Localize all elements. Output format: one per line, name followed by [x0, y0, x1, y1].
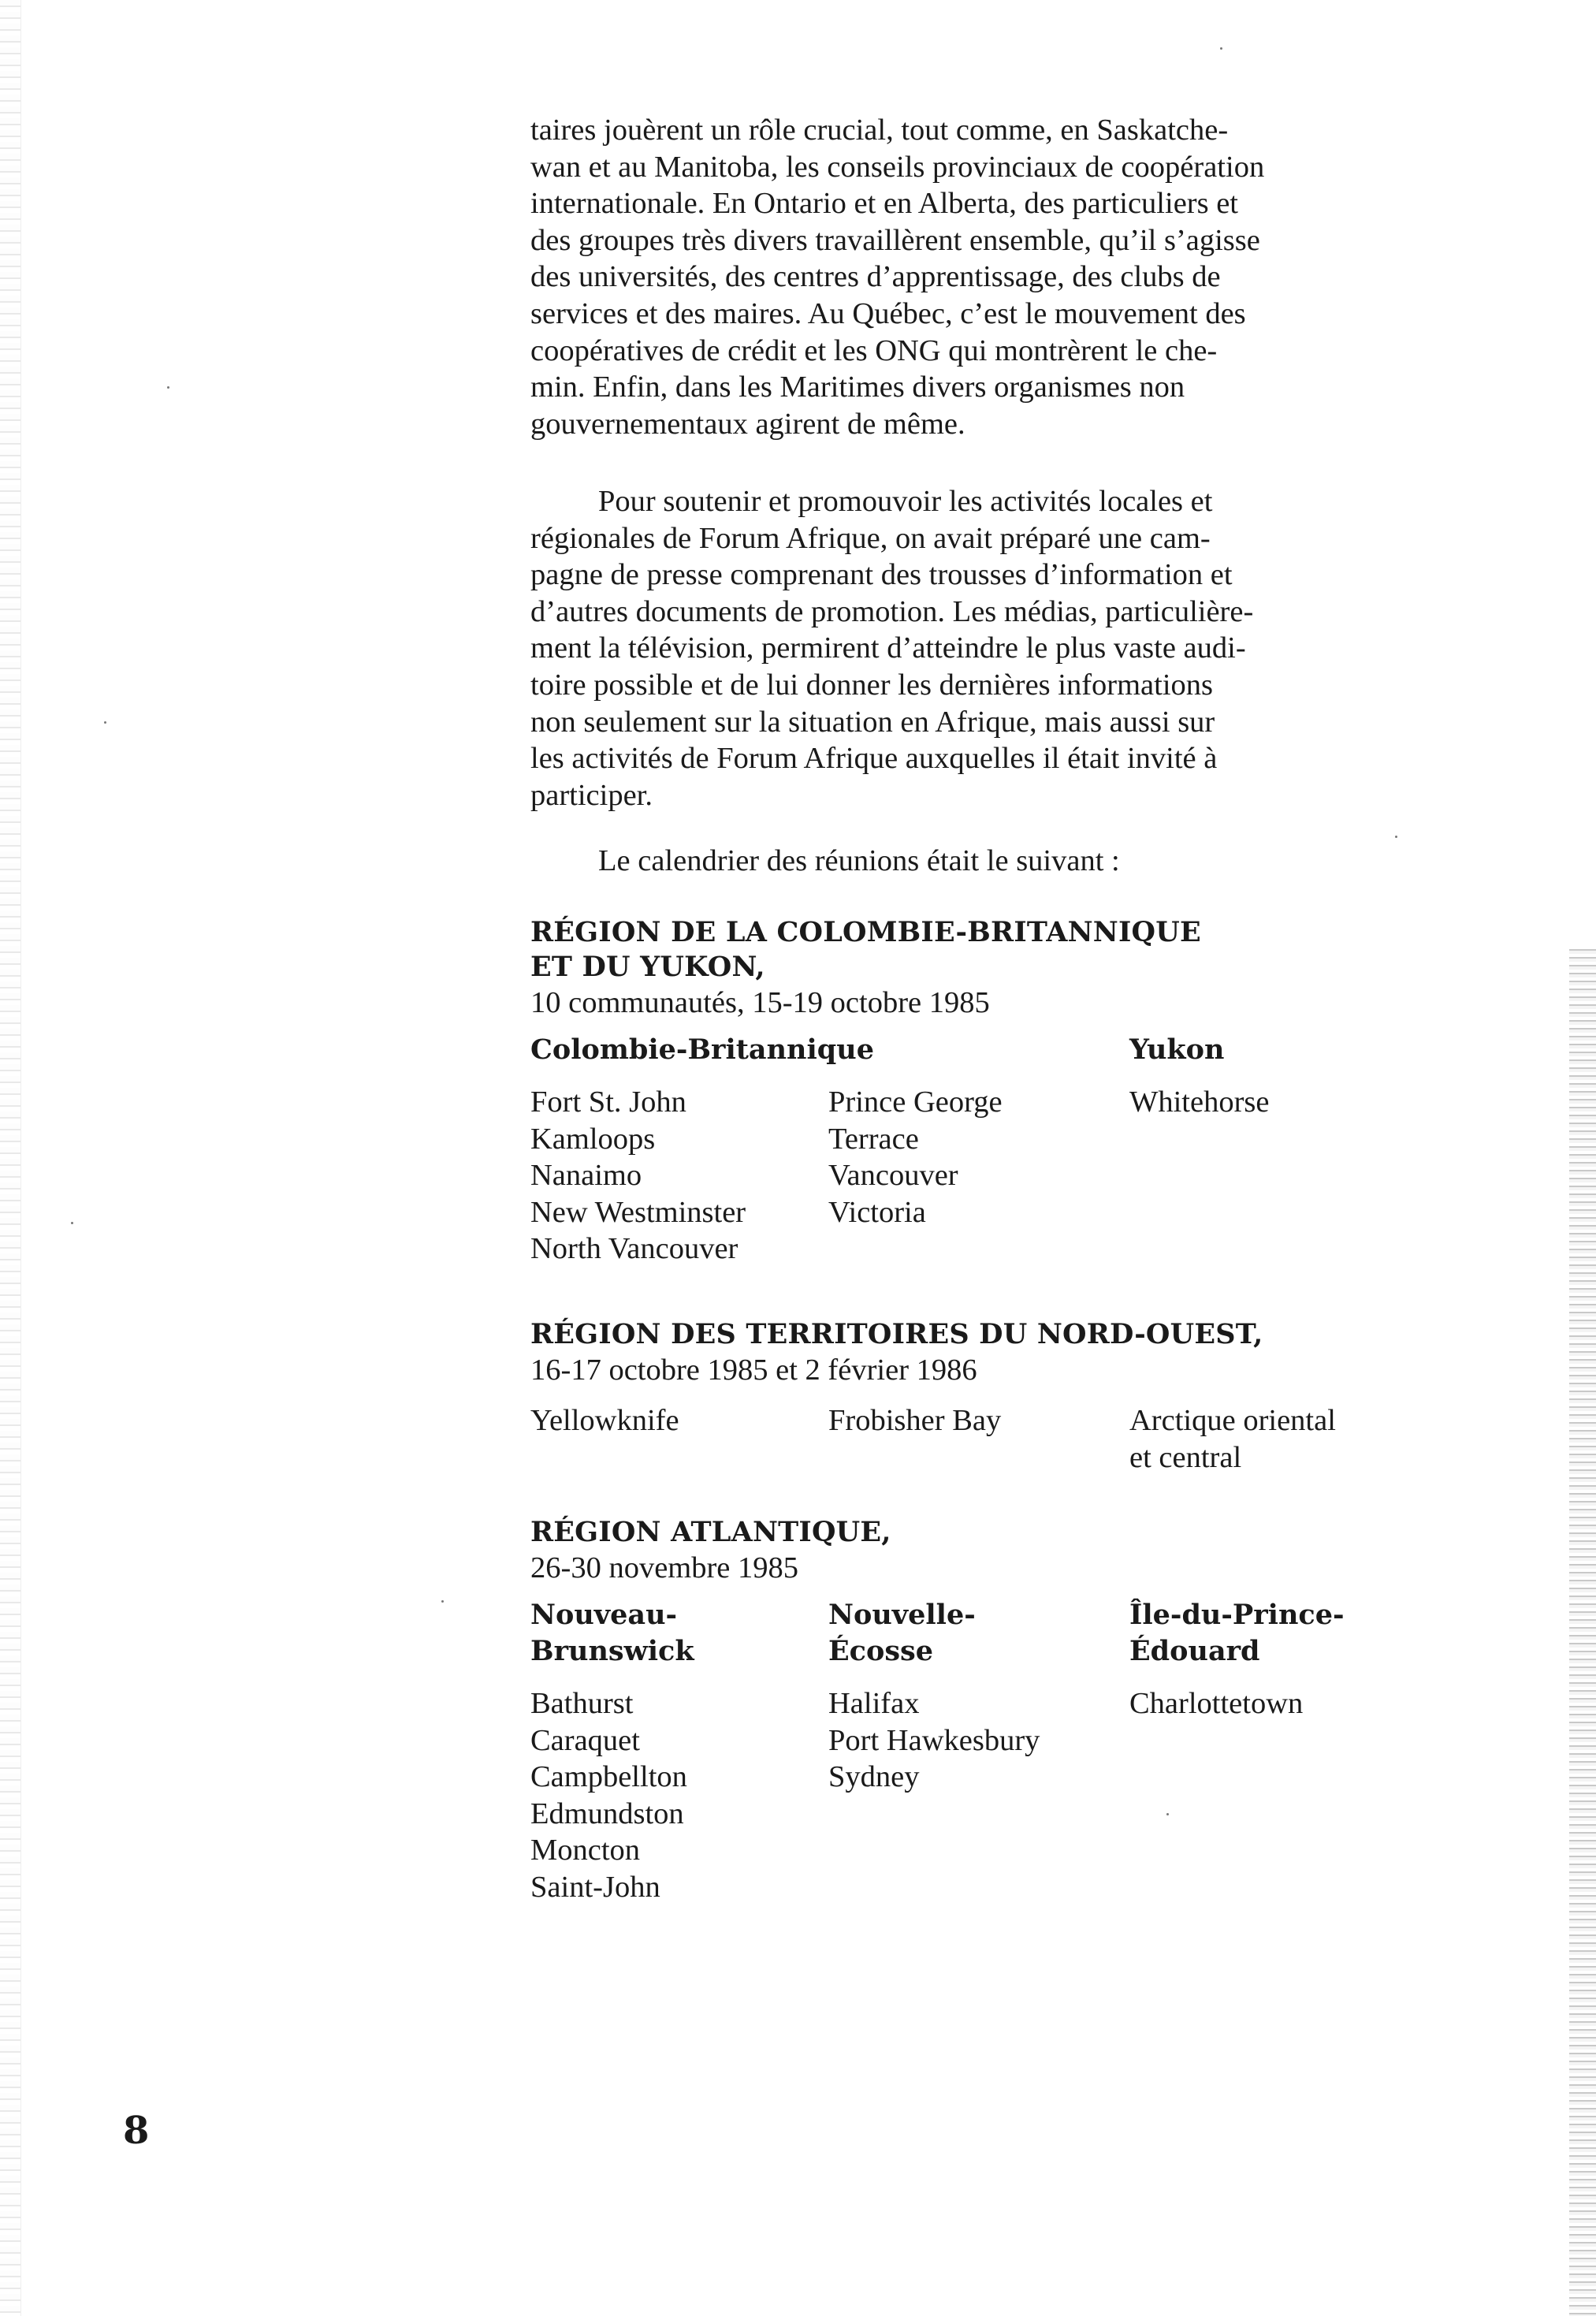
list-item: Edmundston [530, 1797, 684, 1830]
region-column [530, 1032, 874, 1268]
list-item: Campbellton [530, 1760, 687, 1794]
text-line: services et des maires. Au Québec, c’est le mouvement des [530, 296, 1246, 330]
region-columns [530, 1402, 1413, 1474]
region-title-line: RÉGION DES TERRITOIRES DU NORD-OUEST, [530, 1318, 1263, 1350]
region-column [530, 1597, 694, 1906]
community-list [828, 1402, 1001, 1439]
text-line: participer. [530, 778, 653, 812]
text-line: min. Enfin, dans les Maritimes divers organismes non [530, 370, 1185, 404]
text-line: d’autres documents de promotion. Les médias, particulière- [530, 594, 1254, 628]
text-line: ment la télévision, permirent d’atteindre le plus vaste audi- [530, 631, 1246, 665]
scan-speck [1395, 836, 1397, 838]
text-line: non seulement sur la situation en Afrique, mais aussi sur [530, 705, 1215, 739]
text-line: régionales de Forum Afrique, on avait préparé une cam- [530, 521, 1211, 555]
region-dates: 10 communautés, 15-19 octobre 1985 [530, 986, 990, 1019]
list-item: Bathurst [530, 1687, 634, 1720]
body-paragraph [530, 112, 1264, 442]
scan-speck [1166, 1813, 1169, 1815]
region-column [1129, 1597, 1345, 1722]
list-item: Terrace [828, 1122, 919, 1156]
list-item: Caraquet [530, 1723, 640, 1757]
list-item: Whitehorse [1129, 1085, 1270, 1119]
region-dates: 16-17 octobre 1985 et 2 février 1986 [530, 1353, 977, 1387]
text-line: Pour soutenir et promouvoir les activités locales et [598, 485, 1213, 518]
region-columns [530, 1032, 1413, 1266]
region-column [828, 1597, 1040, 1796]
region-column [828, 1032, 1003, 1231]
list-item: Charlottetown [1129, 1687, 1304, 1720]
column-heading: Colombie-Britannique [530, 1033, 874, 1066]
region-columns [530, 1597, 1413, 1904]
list-item: North Vancouver [530, 1232, 738, 1266]
text-line: internationale. En Ontario et en Alberta, des particuliers et [530, 187, 1239, 221]
text-line: gouvernementaux agirent de même. [530, 407, 965, 441]
list-item: Halifax [828, 1687, 920, 1720]
community-list [828, 1685, 1040, 1796]
text-line: des universités, des centres d’apprentissage, des clubs de [530, 260, 1221, 294]
list-item: Port Hawkesbury [828, 1723, 1040, 1757]
community-list [828, 1084, 1003, 1231]
body-paragraph [530, 483, 1253, 814]
region-column [828, 1402, 1001, 1439]
scan-right-edge [1569, 946, 1596, 2316]
text-line: coopératives de crédit et les ONG qui montrèrent le che- [530, 333, 1218, 367]
list-item: Nanaimo [530, 1159, 642, 1193]
calendar-intro: Le calendrier des réunions était le suivant : [598, 844, 1120, 877]
region-column [530, 1402, 679, 1439]
column-heading: Yukon [1129, 1033, 1225, 1066]
list-item: et central [1129, 1440, 1242, 1474]
region-nwt [530, 1317, 1413, 1474]
list-item: New Westminster [530, 1195, 746, 1229]
page-number: 8 [123, 2109, 150, 2153]
list-item: Arctique oriental [1129, 1404, 1336, 1437]
community-list [1129, 1685, 1345, 1722]
region-atlantic [530, 1515, 1413, 1904]
column-heading: Île-du-Prince- Édouard [1129, 1599, 1345, 1667]
column-heading: Nouveau- Brunswick [530, 1599, 694, 1667]
text-line: les activités de Forum Afrique auxquelles il était invité à [530, 742, 1218, 776]
region-title-line: RÉGION DE LA COLOMBIE-BRITANNIQUE [530, 916, 1201, 948]
list-item: Frobisher Bay [828, 1404, 1002, 1437]
region-title [530, 1317, 1413, 1352]
column-heading: Nouvelle- Écosse [828, 1599, 976, 1667]
region-title [530, 1515, 1413, 1550]
community-list [530, 1402, 679, 1439]
list-item: Saint-John [530, 1870, 660, 1904]
list-item: Yellowknife [530, 1404, 679, 1437]
list-item: Victoria [828, 1195, 926, 1229]
community-list [530, 1685, 694, 1906]
scan-speck [104, 721, 106, 724]
community-list [530, 1084, 874, 1268]
region-column [1129, 1402, 1336, 1476]
list-item: Sydney [828, 1760, 920, 1794]
region-title [530, 915, 1413, 985]
region-title-line: ET DU YUKON, [530, 951, 765, 983]
scan-speck [167, 386, 169, 389]
scan-left-edge [0, 0, 21, 2316]
list-item: Prince George [828, 1085, 1003, 1119]
scan-speck [441, 1600, 444, 1603]
region-title-line: RÉGION ATLANTIQUE, [530, 1516, 891, 1548]
text-line: toire possible et de lui donner les dernières informations [530, 668, 1214, 702]
community-list [1129, 1402, 1336, 1476]
text-line: pagne de presse comprenant des trousses d’information et [530, 558, 1233, 592]
list-item: Kamloops [530, 1122, 656, 1156]
list-item: Vancouver [828, 1159, 958, 1193]
community-list [1129, 1084, 1269, 1121]
text-line: wan et au Manitoba, les conseils provinciaux de coopération [530, 150, 1265, 184]
list-item: Moncton [530, 1834, 641, 1867]
text-line: taires jouèrent un rôle crucial, tout comme, en Saskatche- [530, 114, 1229, 147]
region-column [1129, 1032, 1269, 1121]
column-heading [828, 1032, 1003, 1068]
text-line: des groupes très divers travaillèrent ensemble, qu’il s’agisse [530, 223, 1260, 257]
scan-speck [71, 1222, 73, 1224]
region-dates: 26-30 novembre 1985 [530, 1551, 799, 1584]
list-item: Fort St. John [530, 1085, 686, 1119]
region-bc-yukon [530, 915, 1413, 1266]
scan-speck [1220, 47, 1222, 50]
